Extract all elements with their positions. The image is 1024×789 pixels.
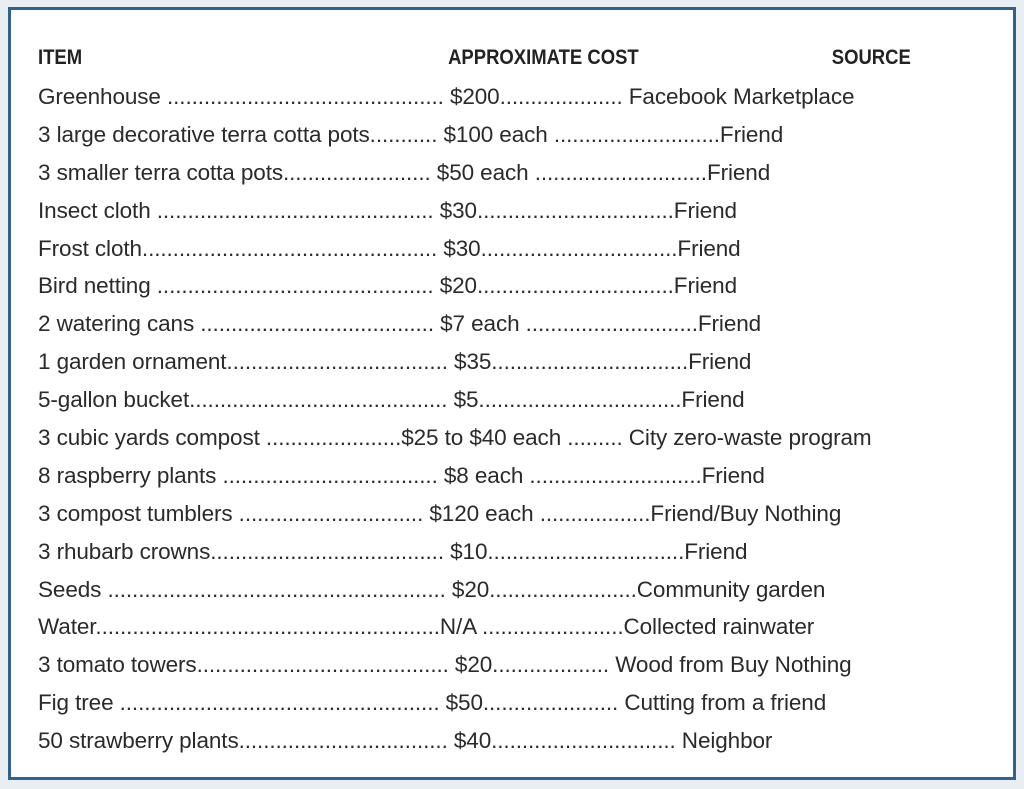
item-list bbox=[38, 78, 1008, 760]
item-column-header: ITEM bbox=[38, 46, 83, 69]
list-item: Bird netting ............................................. $20................................Friend bbox=[38, 273, 737, 299]
cost-table-panel bbox=[8, 7, 1016, 780]
cost-column-header: APPROXIMATE COST bbox=[448, 46, 639, 69]
list-item: Greenhouse ............................................. $200.................... Facebook Marketplace bbox=[38, 84, 855, 109]
list-item: Fig tree .................................................... $50...................... Cutting from a friend bbox=[38, 690, 827, 716]
list-item: Insect cloth ............................................. $30................................Friend bbox=[38, 197, 737, 223]
list-item: Frost cloth................................................ $30................................Friend bbox=[38, 235, 741, 261]
list-item: 3 smaller terra cotta pots........................ $50 each ............................Friend bbox=[38, 159, 771, 185]
list-item: 1 garden ornament.................................... $35................................Friend bbox=[38, 349, 752, 375]
list-item: 50 strawberry plants.................................. $40.............................. Neighbor bbox=[38, 728, 773, 754]
table-header bbox=[38, 40, 911, 76]
list-item: 8 raspberry plants ................................... $8 each ............................Friend bbox=[38, 462, 765, 488]
list-item: Seeds ....................................................... $20........................Community garden bbox=[38, 576, 826, 602]
list-item: 3 cubic yards compost ......................$25 to $40 each ......... City zero-waste program bbox=[38, 425, 872, 451]
list-item: 3 rhubarb crowns...................................... $10................................Friend bbox=[38, 538, 748, 564]
source-column-header: SOURCE bbox=[831, 46, 911, 69]
list-item: 2 watering cans ...................................... $7 each ............................Friend bbox=[38, 311, 762, 337]
list-item: 3 compost tumblers .............................. $120 each ..................Friend/Buy Nothing bbox=[38, 500, 842, 526]
list-item: 3 tomato towers......................................... $20................... Wood from Buy Nothing bbox=[38, 652, 852, 678]
list-item: 3 large decorative terra cotta pots........... $100 each ...........................Friend bbox=[38, 121, 784, 147]
list-item: 5-gallon bucket.......................................... $5.................................Friend bbox=[38, 387, 745, 413]
list-item: Water........................................................N/A .......................Collected rainwater bbox=[38, 614, 815, 640]
